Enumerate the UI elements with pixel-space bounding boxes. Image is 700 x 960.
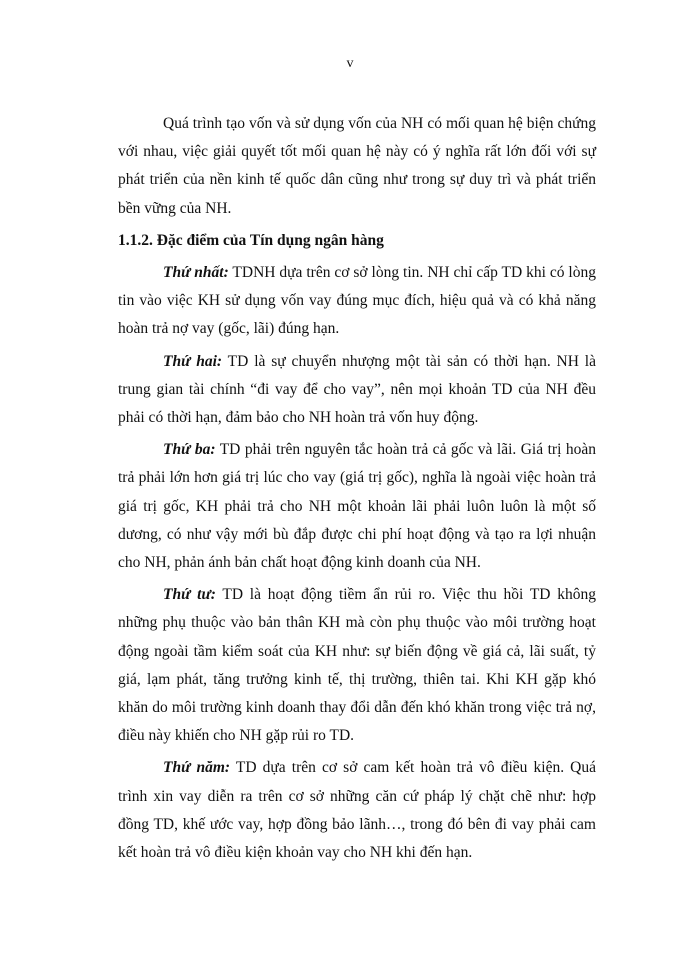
section-heading: 1.1.2. Đặc điểm của Tín dụng ngân hàng	[118, 231, 384, 249]
document-body	[118, 110, 596, 871]
feature-text-2: TD là sự chuyển nhượng một tài sản có thời hạn. NH là trung gian tài chính “đi vay để cho vay”, nên mọi khoản TD của NH đều phải có thời hạn, đảm bảo cho NH hoàn trả vốn huy động.	[118, 352, 596, 427]
feature-paragraph-2	[118, 348, 596, 433]
feature-lead-4: Thứ tư:	[163, 586, 216, 604]
feature-paragraph-3	[118, 436, 596, 577]
feature-lead-1: Thứ nhất:	[163, 264, 229, 282]
feature-paragraph-5	[118, 754, 596, 867]
intro-paragraph: Quá trình tạo vốn và sử dụng vốn của NH có mối quan hệ biện chứng với nhau, việc giải quyết tốt mối quan hệ này có ý nghĩa rất lớn đối với sự phát triển của nền kinh tế quốc dân cũng như trong sự duy trì và phát triển bền vững của NH.	[118, 115, 596, 217]
feature-text-4: TD là hoạt động tiềm ẩn rủi ro. Việc thu hồi TD không những phụ thuộc vào bản thân KH mà còn phụ thuộc vào môi trường hoạt động ngoài tầm kiểm soát của KH như: sự biến động về giá cả, lãi suất, tỷ giá, lạm phát, tăng trưởng kinh tế, thị trường, thiên tai. Khi KH gặp khó khăn do môi trường kinh doanh thay đổi dẫn đến khó khăn trong việc trả nợ, điều này khiến cho NH gặp rủi ro TD.	[118, 586, 596, 745]
feature-lead-3: Thứ ba:	[163, 441, 216, 459]
feature-paragraph-4	[118, 581, 596, 750]
feature-text-3: TD phải trên nguyên tắc hoàn trả cả gốc và lãi. Giá trị hoàn trả phải lớn hơn giá trị lúc cho vay (giá trị gốc), nghĩa là ngoài việc hoàn trả giá trị gốc, KH phải trả cho NH một khoản lãi phải luôn luôn là một số dương, có như vậy mới bù đắp được chi phí hoạt động và tạo ra lợi nhuận cho NH, phản ánh bản chất hoạt động kinh doanh của NH.	[118, 441, 596, 572]
page-number: v	[346, 56, 354, 71]
feature-text-1: TDNH dựa trên cơ sở lòng tin. NH chỉ cấp TD khi có lòng tin vào việc KH sử dụng vốn vay đúng mục đích, hiệu quả và có khả năng hoàn trả nợ vay (gốc, lãi) đúng hạn.	[118, 264, 596, 338]
feature-paragraph-1	[118, 259, 596, 344]
feature-lead-5: Thứ năm:	[163, 759, 231, 777]
feature-lead-2: Thứ hai:	[163, 352, 223, 370]
feature-text-5: TD dựa trên cơ sở cam kết hoàn trả vô điều kiện. Quá trình xin vay diễn ra trên cơ sở những căn cứ pháp lý chặt chẽ như: hợp đồng TD, khế ước vay, hợp đồng bảo lãnh…, trong đó bên đi vay phải cam kết hoàn trả vô điều kiện khoản vay cho NH khi đến hạn.	[118, 759, 596, 862]
